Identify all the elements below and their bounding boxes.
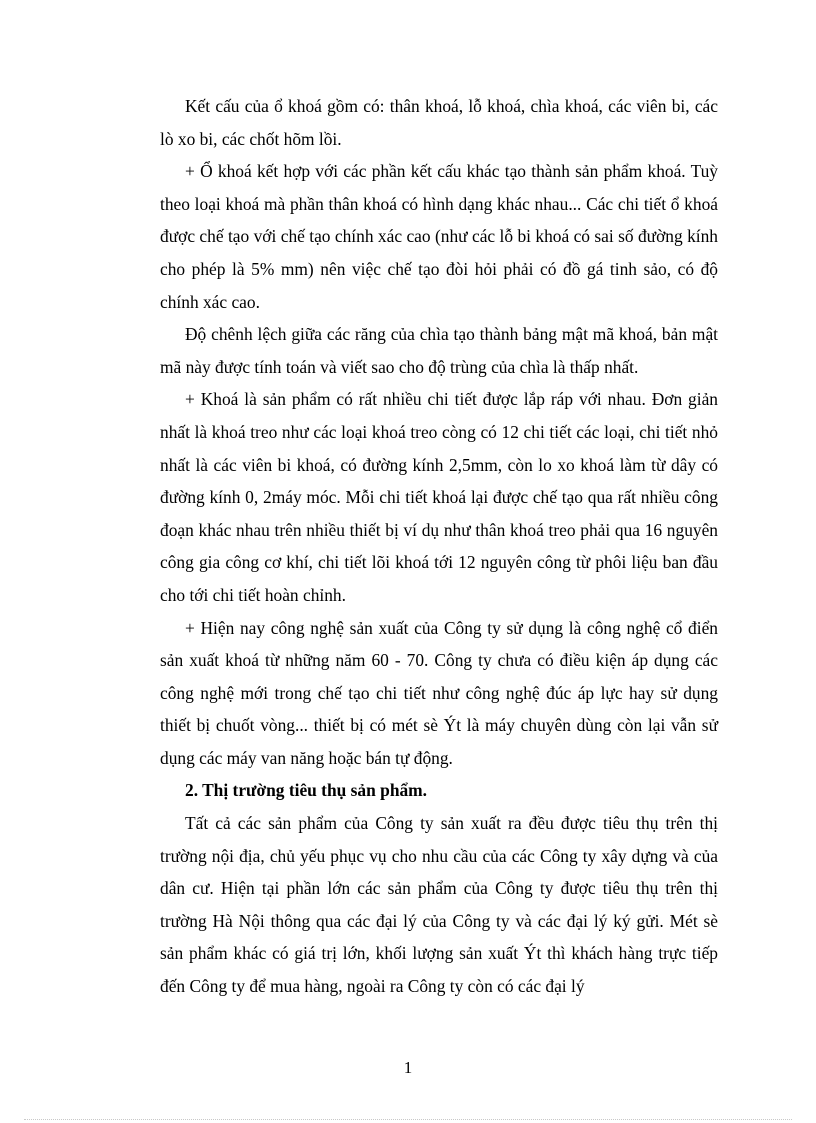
document-body <box>160 90 718 1003</box>
paragraph-technology: + Hiện nay công nghệ sản xuất của Công ty sử dụng là công nghệ cổ điển sản xuất khoá từ những năm 60 - 70. Công ty chưa có điều kiện áp dụng các công nghệ mới trong chế tạo chi tiết như công nghệ đúc áp lực hay sử dụng thiết bị chuốt vòng... thiết bị có mét sè Ýt là máy chuyên dùng còn lại vẫn sử dụng các máy van năng hoặc bán tự động. <box>160 617 718 768</box>
paragraph-lock-combination: + Ổ khoá kết hợp với các phần kết cấu khác tạo thành sản phẩm khoá. Tuỳ theo loại khoá mà phần thân khoá có hình dạng khác nhau... Các chi tiết ổ khoá được chế tạo với chế tạo chính xác cao (như các lỗ bi khoá có sai số đường kính cho phép là 5% mm) nên việc chế tạo đòi hỏi phải có đồ gá tinh sảo, có độ chính xác cao. <box>160 161 718 312</box>
paragraph-lock-structure: Kết cấu của ổ khoá gồm có: thân khoá, lỗ khoá, chìa khoá, các viên bi, các lò xo bi, các chốt hõm lồi. <box>160 96 718 149</box>
section-heading-market: 2. Thị trường tiêu thụ sản phẩm. <box>185 780 428 801</box>
paragraph-key-code: Độ chênh lệch giữa các răng của chìa tạo thành bảng mật mã khoá, bản mật mã này được tính toán và viết sao cho độ trùng của chìa là thấp nhất. <box>160 324 718 377</box>
page-number: 1 <box>403 1058 413 1077</box>
paragraph-lock-parts: + Khoá là sản phẩm có rất nhiều chi tiết được lắp ráp với nhau. Đơn giản nhất là khoá treo như các loại khoá treo còng có 12 chi tiết các loại, chi tiết nhỏ nhất là các viên bi khoá, có đường kính 2,5mm, còn lo xo khoá làm từ dây có đường kính 0, 2máy móc. Mỗi chi tiết khoá lại được chế tạo qua rất nhiều công đoạn khác nhau trên nhiều thiết bị ví dụ như thân khoá treo phải qua 16 nguyên công gia công cơ khí, chi tiết lõi khoá tới 12 nguyên công từ phôi liệu ban đầu cho tới chi tiết hoàn chỉnh. <box>160 389 718 605</box>
paragraph-market: Tất cả các sản phẩm của Công ty sản xuất ra đều được tiêu thụ trên thị trường nội địa, chủ yếu phục vụ cho nhu cầu của các Công ty xây dựng và của dân cư. Hiện tại phần lớn các sản phẩm của Công ty được tiêu thụ trên thị trường Hà Nội thông qua các đại lý của Công ty và các đại lý ký gửi. Mét sè sản phẩm khác có giá trị lớn, khối lượng sản xuất Ýt thì khách hàng trực tiếp đến Công ty để mua hàng, ngoài ra Công ty còn có các đại lý <box>160 813 718 997</box>
page-bottom-divider <box>24 1119 792 1120</box>
